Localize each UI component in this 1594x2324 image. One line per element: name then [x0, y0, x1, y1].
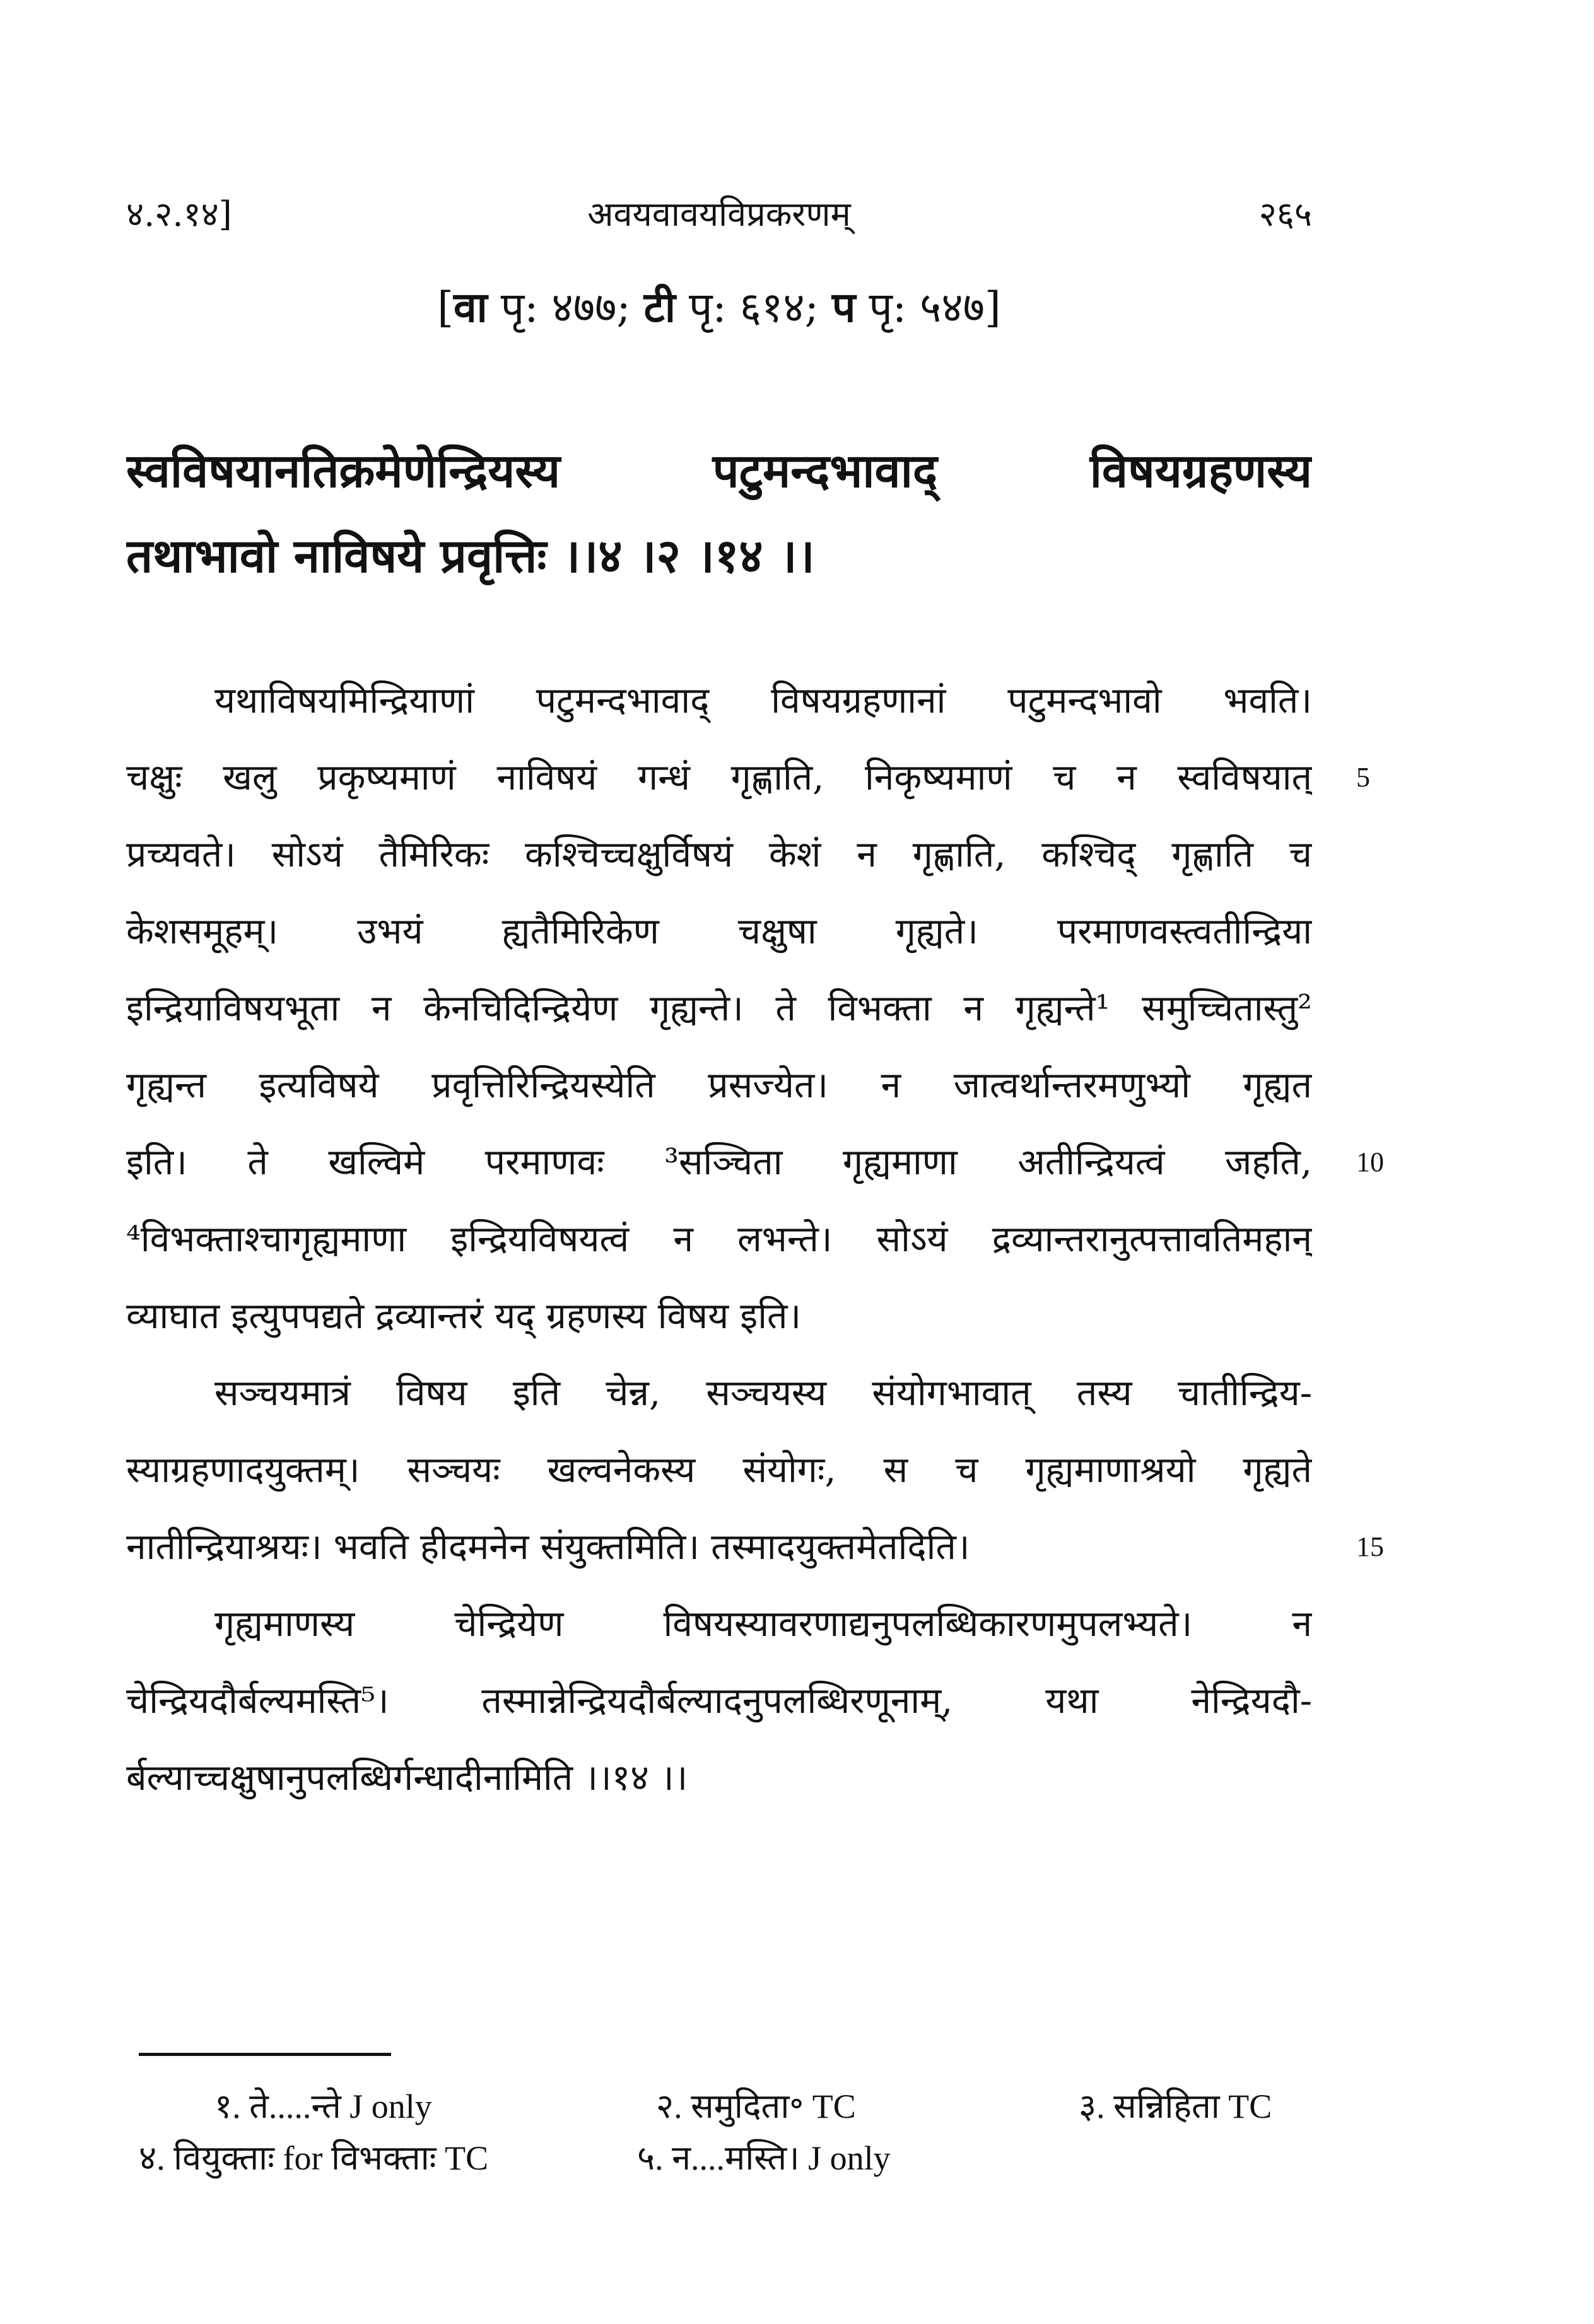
line-number: 15: [1356, 1531, 1384, 1562]
sutra-line-2: तथाभावो नाविषये प्रवृत्तिः ।।४ ।२ ।१४ ।।: [126, 529, 815, 583]
text-line: चेन्द्रियदौर्बल्यमस्ति⁵। तस्मान्नेन्द्रियदौर्बल्यादनुपलब्धिरणूनाम्, यथा नेन्द्रियदौ-: [126, 1680, 1312, 1722]
text-line: गृह्यमाणस्य चेन्द्रियेण विषयस्यावरणाद्यनुपलब्धिकारणमुपलभ्यते। न: [214, 1603, 1312, 1645]
footnotes: [126, 2081, 1312, 2195]
ref-pa: प: [831, 283, 856, 332]
sutra-line-1: स्वविषयानतिक्रमेणेन्द्रियस्य पटुमन्दभावाद् विषयग्रहणस्य: [126, 444, 1312, 498]
ref-close-bracket: ]: [985, 283, 1001, 332]
text-line: यथाविषयमिन्द्रियाणां पटुमन्दभावाद् विषयग्रहणानां पटुमन्दभावो भवति।: [214, 680, 1312, 721]
running-head: [126, 189, 1312, 240]
text-line: चक्षुः खलु प्रकृष्यमाणं नाविषयं गन्धं गृह्णाति, निकृष्यमाणं च न स्वविषयात्: [126, 757, 1312, 798]
text-line: ⁴विभक्ताश्चागृह्यमाणा इन्द्रियविषयत्वं न लभन्ते। सोऽयं द्रव्यान्तरानुत्पत्तावतिमहान्: [126, 1218, 1312, 1260]
chapter-title: अवयवावयविप्रकरणम्: [587, 194, 851, 234]
footnote-4: ४. वियुक्ताः for विभक्ताः TC: [139, 2139, 489, 2177]
line-number: 5: [1356, 762, 1370, 793]
edition-reference: [0, 277, 1438, 334]
ref-open-bracket: [: [437, 283, 454, 332]
ref-pa-page: पृ: ५४७: [855, 283, 985, 332]
text-line: केशसमूहम्। उभयं ह्यतैमिरिकेण चक्षुषा गृह्यते। परमाणवस्त्वतीन्द्रिया: [126, 911, 1312, 952]
ref-ti: टी: [643, 283, 676, 332]
section-number: ४.२.१४]: [126, 194, 232, 234]
footnote-3: ३. सन्निहिता TC: [1079, 2088, 1272, 2125]
text-line: र्बल्याच्चक्षुषानुपलब्धिर्गन्धादीनामिति ।।१४ ।।: [126, 1757, 688, 1799]
footnote-rule: [139, 2053, 391, 2056]
line-number: 10: [1356, 1147, 1384, 1177]
page-number: २६५: [1258, 194, 1312, 234]
footnote-1: १. ते.....न्ते J only: [214, 2088, 432, 2125]
footnote-2: २. समुदिता॰ TC: [656, 2088, 856, 2125]
text-line: व्याघात इत्युपपद्यते द्रव्यान्तरं यद् ग्रहणस्य विषय इति।: [126, 1295, 802, 1337]
text-line: इति। ते खल्विमे परमाणवः ³सञ्चिता गृह्यमाणा अतीन्द्रियत्वं जहति,: [126, 1142, 1312, 1183]
text-line: सञ्चयमात्रं विषय इति चेन्न, सञ्चयस्य संयोगभावात् तस्य चातीन्द्रिय-: [214, 1372, 1312, 1414]
text-line: इन्द्रियाविषयभूता न केनचिदिन्द्रियेण गृह्यन्ते। ते विभक्ता न गृह्यन्ते¹ समुच्चितास्तु²: [126, 988, 1312, 1029]
text-line: प्रच्यवते। सोऽयं तैमिरिकः कश्चिच्चक्षुर्विषयं केशं न गृह्णाति, कश्चिद् गृह्णाति च: [126, 834, 1312, 875]
commentary-body: [126, 662, 1312, 1816]
text-line: स्याग्रहणादयुक्तम्। सञ्चयः खल्वनेकस्य संयोगः, स च गृह्यमाणाश्रयो गृह्यते: [126, 1449, 1312, 1491]
text-line: गृह्यन्त इत्यविषये प्रवृत्तिरिन्द्रियस्येति प्रसज्येत। न जात्वर्थान्तरमणुभ्यो गृह्यत: [126, 1065, 1312, 1106]
ref-ti-page: पृ: ६१४;: [676, 283, 832, 332]
footnote-5: ५. न....मस्ति। J only: [637, 2139, 891, 2177]
text-line: नातीन्द्रियाश्रयः। भवति हीदमनेन संयुक्तमिति। तस्मादयुक्तमेतदिति।: [126, 1526, 970, 1568]
ref-va: वा: [453, 283, 488, 332]
sutra-heading: [126, 429, 1312, 599]
ref-va-page: पृ: ४७७;: [487, 283, 644, 332]
